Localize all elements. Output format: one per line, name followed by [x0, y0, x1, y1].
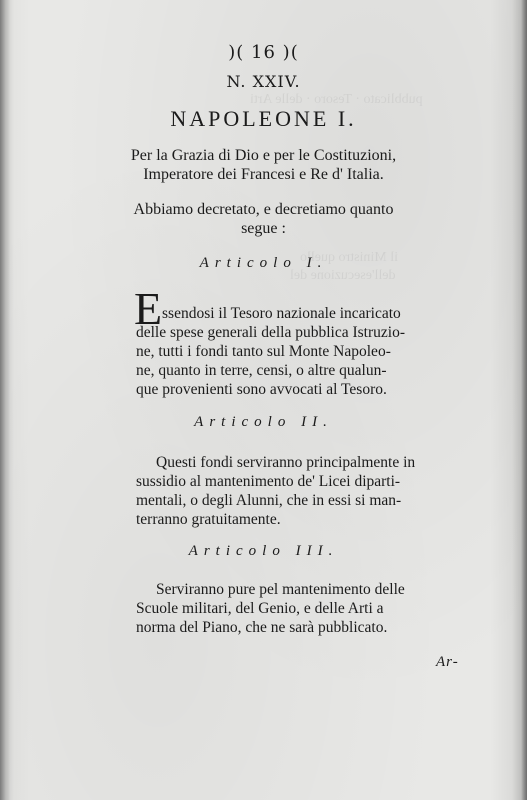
- decree-line-1: Abbiamo decretato, e decretiamo quanto: [133, 201, 394, 218]
- article-1-line-2: delle spese generali della pubblica Istruzio-: [136, 324, 405, 341]
- article-2-line-4: terranno gratuitamente.: [136, 511, 281, 528]
- catchword: Ar-: [436, 654, 459, 670]
- article-3-line-1: Serviranno pure pel mantenimento delle: [156, 581, 405, 598]
- titles-line-2: Imperatore dei Francesi e Re d' Italia.: [143, 166, 384, 183]
- titles-line-1: Per la Grazia di Dio e per le Costituzioni,: [130, 147, 397, 164]
- page-title: NAPOLEONE I.: [170, 106, 357, 131]
- article-2-line-1: Questi fondi serviranno principalmente in: [156, 454, 416, 471]
- article-3-line-3: norma del Piano, che ne sarà pubblicato.: [136, 619, 388, 636]
- bleed-through-text: dell'esecuzione del: [290, 268, 396, 283]
- article-1-line-4: ne, quanto in terre, censi, o altre qualun-: [136, 362, 387, 379]
- article-2-heading: Articolo II.: [194, 414, 333, 430]
- article-1-line-3: ne, tutti i fondi tanto sul Monte Napoleo-: [136, 343, 391, 360]
- bleed-through-text: il Ministro quello: [300, 250, 398, 265]
- article-2-line-3: mentali, o degli Alunni, che in essi si man-: [136, 492, 402, 509]
- article-1-line-1: ssendosi il Tesoro nazionale incaricato: [162, 305, 401, 322]
- drop-cap: E: [134, 283, 163, 334]
- decree-line-2: segue :: [241, 220, 286, 237]
- page-number: )( 16 )(: [228, 42, 299, 63]
- article-1-heading: Articolo I.: [199, 255, 328, 271]
- article-1-line-5: que provenienti sono avvocati al Tesoro.: [136, 381, 387, 398]
- article-3-heading: Articolo III.: [188, 543, 339, 559]
- document-number: N. XXIV.: [226, 72, 301, 91]
- article-2-line-2: sussidio al mantenimento de' Licei diparti-: [136, 473, 401, 490]
- bleed-through-text: pubblicato · Tesoro · delle Arti: [250, 92, 423, 107]
- article-3-line-2: Scuole militari, del Genio, e delle Arti a: [136, 600, 384, 617]
